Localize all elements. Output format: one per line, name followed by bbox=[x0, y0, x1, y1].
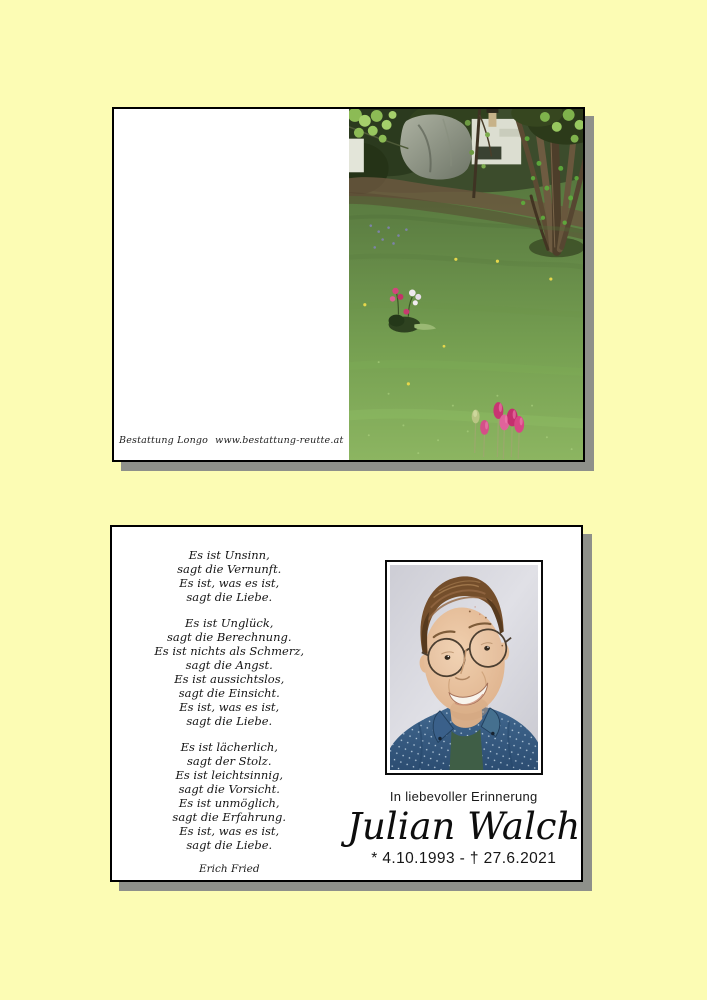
poem-line: sagt die Liebe. bbox=[186, 838, 273, 852]
poem-line: Es ist, was es ist, bbox=[179, 576, 280, 590]
memorial-intro: In liebevoller Erinnerung bbox=[389, 789, 538, 804]
memorial-page bbox=[347, 527, 582, 880]
poem-line: Es ist Unglück, bbox=[185, 616, 274, 630]
poem-author: Erich Fried bbox=[198, 863, 260, 875]
card-front-page bbox=[349, 109, 584, 460]
poem-line: sagt die Erfahrung. bbox=[172, 810, 287, 824]
poem-line: Es ist nichts als Schmerz, bbox=[154, 644, 305, 658]
card-outer-side bbox=[112, 107, 585, 462]
card-back-page bbox=[114, 109, 349, 460]
poem-line: sagt die Berechnung. bbox=[166, 630, 292, 644]
poem-line: Es ist aussichtslos, bbox=[174, 672, 285, 686]
poem-stanza bbox=[112, 740, 347, 852]
poem-line: Es ist unmöglich, bbox=[178, 796, 280, 810]
life-dates: * 4.10.1993 - † 27.6.2021 bbox=[371, 850, 557, 867]
poem-line: sagt die Angst. bbox=[185, 658, 273, 672]
poem-line: sagt die Liebe. bbox=[186, 590, 273, 604]
publisher-name: Bestattung Longo bbox=[119, 435, 209, 446]
publisher-website: www.bestattung-reutte.at bbox=[215, 435, 344, 446]
card-inner-side bbox=[110, 525, 583, 882]
garden-photo bbox=[349, 109, 584, 460]
poem bbox=[112, 527, 347, 876]
poem-line: sagt die Vorsicht. bbox=[178, 782, 280, 796]
poem-stanza bbox=[112, 548, 347, 604]
poem-page bbox=[112, 527, 347, 880]
portrait-frame bbox=[385, 560, 543, 775]
poem-line: sagt der Stolz. bbox=[186, 754, 272, 768]
poem-line: sagt die Vernunft. bbox=[177, 562, 282, 576]
publisher-line bbox=[114, 435, 349, 446]
poem-line: Es ist, was es ist, bbox=[179, 824, 280, 838]
portrait-photo bbox=[390, 565, 538, 770]
poem-line: Es ist leichtsinnig, bbox=[175, 768, 284, 782]
poem-line: Es ist Unsinn, bbox=[188, 548, 270, 562]
poem-line: sagt die Liebe. bbox=[186, 714, 273, 728]
deceased-name: Julian Walch bbox=[347, 805, 581, 848]
poem-line: Es ist lächerlich, bbox=[180, 740, 278, 754]
poem-stanza bbox=[112, 616, 347, 728]
poem-line: sagt die Einsicht. bbox=[178, 686, 280, 700]
poem-line: Es ist, was es ist, bbox=[179, 700, 280, 714]
